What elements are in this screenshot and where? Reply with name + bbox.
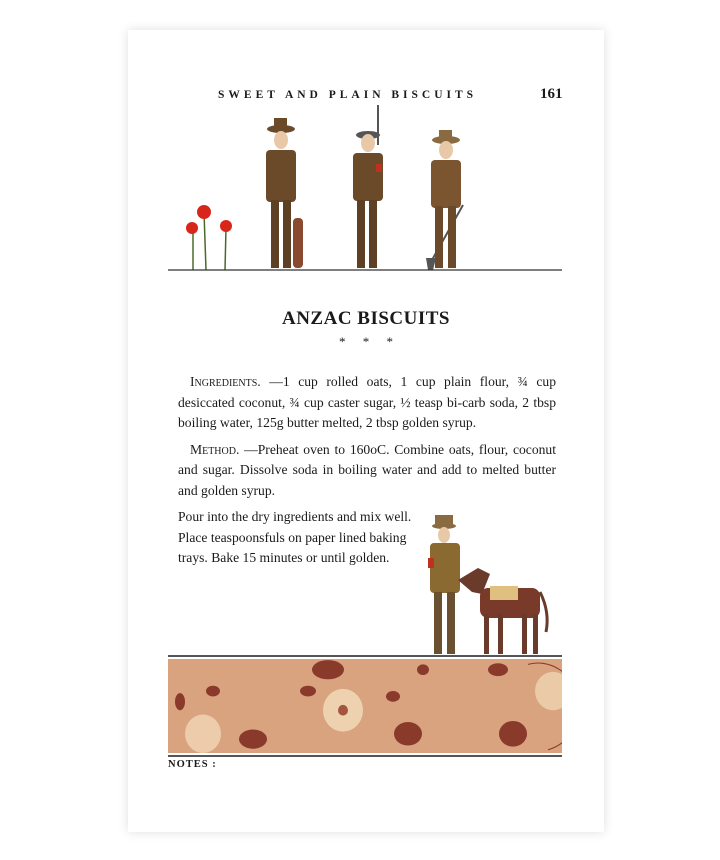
soldier-figure: [353, 105, 383, 268]
method-text: —Preheat oven to 160oC. Combine oats, flour, coconut and sugar. Dissolve soda in boiling water and add to melted butter and golden syrup.: [178, 441, 556, 498]
soldiers-and-poppies-illustration: [168, 100, 562, 275]
method-continued: Pour into the dry ingredients and mix well. Place teaspoonsfuls on paper lined baking trays. Bake 15 minutes or until golden.: [178, 509, 412, 565]
floral-border-band: [168, 655, 562, 757]
ingredients-paragraph: [178, 372, 556, 434]
page-number: 161: [540, 86, 563, 102]
floral-pattern: [168, 659, 562, 753]
method-label: Method.: [190, 441, 240, 457]
recipe-page: [128, 30, 604, 832]
ingredients-label: Ingredients.: [190, 374, 261, 389]
method-paragraph: [178, 440, 556, 502]
soldier-figure: [426, 130, 463, 270]
poppies: [186, 205, 232, 270]
recipe-title: ANZAC BISCUITS: [281, 308, 451, 329]
notes-label: NOTES :: [168, 759, 217, 770]
soldier-with-donkey-illustration: [418, 510, 563, 658]
soldier-figure: [266, 118, 303, 268]
ingredients-text: —1 cup rolled oats, 1 cup plain flour, ¾ cup desiccated coconut, ¾ cup caster sugar, ½ teasp bi-carb soda, 2 tbsp boiling water, 125g butter melted, 2 tbsp golden syrup.: [178, 374, 556, 430]
running-title: SWEET AND PLAIN BISCUITS: [218, 89, 478, 101]
divider-asterisks: * * *: [339, 334, 393, 349]
